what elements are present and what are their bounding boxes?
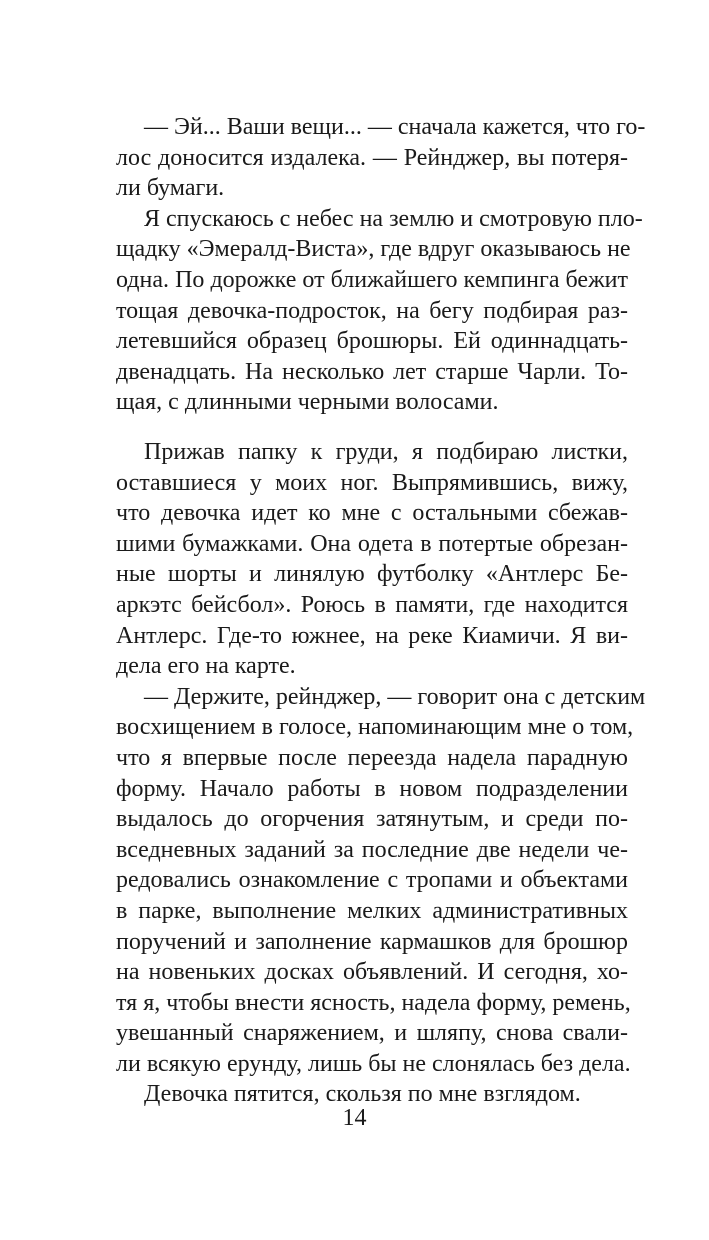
text-line: вседневных заданий за последние две недели че-	[116, 836, 628, 863]
text-line: одна. По дорожке от ближайшего кемпинга бежит	[116, 266, 628, 293]
text-line: тя я, чтобы внести ясность, надела форму, ремень,	[116, 989, 631, 1016]
paragraph	[116, 682, 646, 1080]
text-line: восхищением в голосе, напоминающим мне о том,	[116, 714, 634, 741]
text-line: выдалось до огорчения затянутым, и среди по-	[116, 806, 628, 833]
text-line: ли всякую ерунду, лишь бы не слонялась без дела.	[116, 1050, 631, 1077]
text-line: щая, с длинными черными волосами.	[116, 389, 499, 416]
text-line: тощая девочка-подросток, на бегу подбирая раз-	[116, 297, 628, 324]
text-line: Я спускаюсь с небес на землю и смотровую пло-	[144, 205, 643, 232]
text-line: Антлерс. Где-то южнее, на реке Киамичи. Я ви-	[116, 622, 628, 649]
text-line: увешанный снаряжением, и шляпу, снова свали-	[116, 1020, 628, 1047]
text-block-top	[116, 112, 646, 418]
text-line: что я впервые после переезда надела парадную	[116, 744, 628, 771]
text-line: шими бумажками. Она одета в потертые обрезан-	[116, 530, 628, 557]
text-line: редовались ознакомление с тропами и объектами	[116, 867, 628, 894]
text-line: оставшиеся у моих ног. Выпрямившись, вижу,	[116, 469, 628, 496]
text-line: ные шорты и линялую футболку «Антлерс Бе-	[116, 561, 628, 588]
text-line: Прижав папку к груди, я подбираю листки,	[144, 439, 628, 465]
text-line: ли бумаги.	[116, 175, 225, 202]
paragraph	[116, 112, 646, 204]
page-number: 14	[342, 1105, 367, 1131]
text-line: что девочка идет ко мне с остальными сбежав-	[116, 500, 628, 527]
text-line: аркэтс бейсбол». Роюсь в памяти, где находится	[116, 591, 628, 618]
text-line: форму. Начало работы в новом подразделении	[116, 775, 628, 802]
text-line: — Держите, рейнджер, — говорит она с детским	[144, 683, 646, 710]
text-line: — Эй... Ваши вещи... — сначала кажется, что го-	[144, 114, 646, 140]
text-line: щадку «Эмералд-Виста», где вдруг оказываюсь не	[116, 236, 631, 263]
text-block-bottom	[116, 437, 646, 1110]
paragraph	[116, 437, 628, 682]
text-line: поручений и заполнение кармашков для брошюр	[116, 928, 628, 955]
text-line: Девочка пятится, скользя по мне взглядом.	[144, 1081, 581, 1108]
text-line: в парке, выполнение мелких административных	[116, 897, 628, 924]
text-line: двенадцать. На несколько лет старше Чарли. То-	[116, 358, 628, 385]
text-line: дела его на карте.	[116, 653, 296, 680]
text-line: летевшийся образец брошюры. Ей одиннадцать-	[116, 328, 628, 355]
text-line: лос доносится издалека. — Рейнджер, вы потеря-	[116, 144, 628, 171]
paragraph	[116, 204, 643, 418]
text-line: на новеньких досках объявлений. И сегодня, хо-	[116, 959, 628, 986]
